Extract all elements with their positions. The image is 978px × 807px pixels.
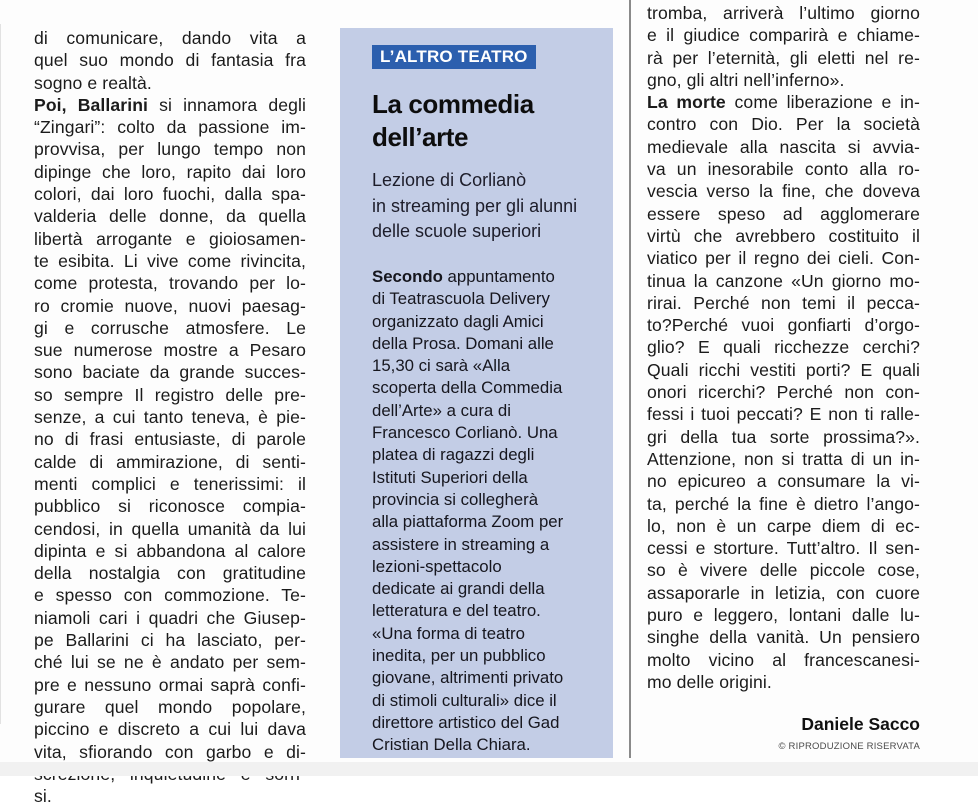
text-line bbox=[647, 314, 920, 336]
line-text: senze, a cui tanto teneva, è pie- bbox=[34, 407, 306, 428]
line-text: lezioni-spettacolo bbox=[372, 556, 502, 576]
line-text: alla piattaforma Zoom per bbox=[372, 512, 564, 532]
text-line bbox=[647, 426, 920, 448]
line-text: valderia delle donne, da quella bbox=[34, 206, 306, 227]
line-text: vescia verso la fine, che doveva bbox=[647, 181, 920, 202]
line-text: Francesco Corlianò. Una bbox=[372, 423, 558, 443]
text-line bbox=[647, 180, 920, 202]
line-text: giovane, altrimenti privato bbox=[372, 668, 564, 688]
line-text: medievale alla nascita si avvia- bbox=[647, 136, 920, 157]
text-line bbox=[372, 377, 612, 399]
text-line bbox=[34, 72, 306, 94]
line-text: dedicate ai grandi della bbox=[372, 579, 545, 599]
line-text: pre e nessuno ormai saprà confi- bbox=[34, 674, 306, 695]
line-text: te esibita. Li vive come rivincita, bbox=[34, 250, 306, 271]
line-text: e spesso con commozione. Te- bbox=[34, 585, 306, 606]
line-text: pe Ballarini ci ha lasciato, per- bbox=[34, 630, 306, 651]
text-line bbox=[34, 518, 306, 540]
line-text: mo delle origini. bbox=[647, 671, 772, 692]
line-text: rà per l’eternità, gli eletti nel re- bbox=[647, 47, 920, 68]
line-text: tromba, arriverà l’ultimo giorno bbox=[647, 3, 920, 23]
line-text: sue numerose mostre a Pesaro bbox=[34, 340, 306, 361]
text-line bbox=[647, 247, 920, 269]
line-text: vita, sfiorando con garbo e di- bbox=[34, 741, 306, 762]
line-text: gi e corrusche atmosfere. Le bbox=[34, 317, 306, 338]
line-text: niamoli cari i quadri che Giusep- bbox=[34, 607, 306, 628]
text-line bbox=[647, 470, 920, 492]
text-line bbox=[34, 741, 306, 763]
line-text: di stimoli culturali» dice il bbox=[372, 690, 557, 710]
line-text: inedita, per un pubblico bbox=[372, 646, 546, 666]
text-line bbox=[647, 91, 920, 113]
line-text: dell’Arte» a cura di bbox=[372, 400, 511, 420]
text-line bbox=[372, 288, 612, 310]
line-text: appuntamento bbox=[442, 267, 555, 286]
line-text: cessi e storture. Tutt’altro. Il sen- bbox=[647, 538, 920, 559]
line-text: glio? E quali ricchezze cerchi? bbox=[647, 337, 920, 358]
line-text: menti complici e tenerissimi: il bbox=[34, 473, 306, 494]
author-signature: Daniele Sacco bbox=[801, 714, 920, 734]
text-line bbox=[647, 336, 920, 358]
text-line bbox=[372, 645, 612, 667]
text-line bbox=[34, 451, 306, 473]
line-text: ta, perché la fine è dietro l’ango- bbox=[647, 493, 920, 514]
text-line bbox=[647, 359, 920, 381]
copyright-notice: © RIPRODUZIONE RISERVATA bbox=[778, 741, 920, 752]
text-line bbox=[34, 27, 306, 49]
text-line bbox=[34, 473, 306, 495]
text-line bbox=[647, 626, 920, 648]
text-line bbox=[34, 540, 306, 562]
text-line bbox=[34, 183, 306, 205]
line-text: viatico per il regno dei cieli. Con- bbox=[647, 248, 920, 269]
line-text: no di frasi entusiaste, di parole bbox=[34, 429, 306, 450]
bold-lead-in: La morte bbox=[647, 92, 726, 113]
line-text: si innamora degli bbox=[148, 94, 306, 115]
line-text: pubblico si riconosce compia- bbox=[34, 496, 306, 517]
text-line bbox=[34, 272, 306, 294]
sidebar-box-l-altro-teatro bbox=[340, 28, 613, 758]
line-text: singhe della vanità. Un pensiero bbox=[647, 627, 920, 648]
line-text: Quali ricchi vestiti porti? E quali bbox=[647, 359, 920, 380]
text-line bbox=[372, 355, 612, 377]
text-line bbox=[34, 317, 306, 339]
text-line bbox=[34, 785, 306, 807]
text-line bbox=[372, 467, 612, 489]
line-text: come protesta, trovando per lo- bbox=[34, 273, 306, 294]
sidebar-body-text bbox=[372, 266, 612, 757]
line-text: scoperta della Commedia bbox=[372, 378, 563, 398]
text-line bbox=[34, 584, 306, 606]
text-line bbox=[34, 384, 306, 406]
right-article-column bbox=[647, 2, 920, 693]
text-line bbox=[372, 311, 612, 333]
text-line bbox=[647, 69, 920, 91]
text-line bbox=[647, 671, 920, 693]
text-line bbox=[647, 158, 920, 180]
line-text: calde di ammirazione, di senti- bbox=[34, 451, 306, 472]
text-line bbox=[647, 559, 920, 581]
text-line bbox=[647, 448, 920, 470]
text-line bbox=[647, 649, 920, 671]
text-line bbox=[647, 136, 920, 158]
line-text: provvisa, per lungo tempo non bbox=[34, 139, 306, 160]
text-line bbox=[647, 24, 920, 46]
line-text: della Prosa. Domani alle bbox=[372, 333, 554, 353]
text-line bbox=[34, 406, 306, 428]
text-line bbox=[34, 228, 306, 250]
text-line bbox=[34, 674, 306, 696]
line-text: so è vivere delle piccole cose, bbox=[647, 560, 920, 581]
text-line bbox=[34, 607, 306, 629]
line-text: gri della tua sorte prossima?». bbox=[647, 426, 920, 447]
text-line bbox=[372, 734, 612, 756]
subhead-line: in streaming per gli alunni bbox=[372, 195, 578, 216]
text-line bbox=[647, 47, 920, 69]
line-text: piccino e discreto a cui lui dava bbox=[34, 719, 306, 740]
line-text: provincia si collegherà bbox=[372, 489, 539, 509]
line-text: assaporarle in letizia, con cuore bbox=[647, 582, 920, 603]
line-text: quel suo mondo di fantasia fra bbox=[34, 50, 306, 71]
line-text: virtù che avrebbero costituito il bbox=[647, 225, 920, 246]
line-text: Cristian Della Chiara. bbox=[372, 735, 531, 755]
text-line bbox=[34, 428, 306, 450]
line-text: puro e leggero, lontani dalle lu- bbox=[647, 605, 920, 626]
line-text: organizzato dagli Amici bbox=[372, 311, 544, 331]
text-line bbox=[647, 113, 920, 135]
headline-line: dell’arte bbox=[372, 122, 469, 152]
text-line bbox=[647, 292, 920, 314]
text-line bbox=[34, 629, 306, 651]
text-line bbox=[372, 266, 612, 288]
text-line bbox=[372, 489, 612, 511]
bold-lead-in: Poi, Ballarini bbox=[34, 94, 149, 115]
line-text: Istituti Superiori della bbox=[372, 467, 528, 487]
line-text: sogno e realtà. bbox=[34, 72, 152, 93]
line-text: contro con Dio. Per la società bbox=[647, 114, 920, 135]
line-text: fessi i tuoi peccati? E non ti ralle- bbox=[647, 404, 920, 425]
section-tag: L’ALTRO TEATRO bbox=[372, 45, 536, 69]
line-text: cendosi, in quella umanità da lui bbox=[34, 518, 306, 539]
line-text: della nostalgia con gratitudine bbox=[34, 563, 306, 584]
text-line bbox=[34, 250, 306, 272]
text-line bbox=[34, 116, 306, 138]
text-line bbox=[34, 295, 306, 317]
page-left-edge bbox=[0, 24, 5, 724]
text-line bbox=[34, 718, 306, 740]
text-line bbox=[372, 600, 612, 622]
text-line bbox=[647, 604, 920, 626]
line-text: assistere in streaming a bbox=[372, 534, 550, 554]
text-line bbox=[372, 556, 612, 578]
text-line bbox=[372, 333, 612, 355]
text-line bbox=[372, 712, 612, 734]
line-text: essere speso ad agglomerare bbox=[647, 203, 920, 224]
line-text: molto vicino al francescanesi- bbox=[647, 649, 920, 670]
text-line bbox=[647, 537, 920, 559]
subhead-line: delle scuole superiori bbox=[372, 221, 542, 241]
sidebar-headline bbox=[372, 88, 602, 154]
line-text: dipinta e si abbandona al calore bbox=[34, 540, 306, 561]
line-text: «Una forma di teatro bbox=[372, 623, 525, 643]
line-text: e il giudice comparirà e chiame- bbox=[647, 25, 920, 46]
line-text: gurare quel mondo popolare, bbox=[34, 696, 306, 717]
left-article-column bbox=[34, 27, 306, 807]
text-line bbox=[372, 690, 612, 712]
text-line bbox=[647, 515, 920, 537]
text-line bbox=[372, 534, 612, 556]
line-text: libertà arrogante e gioiosamen- bbox=[34, 228, 306, 249]
line-text: so sempre Il registro delle pre- bbox=[34, 384, 306, 405]
text-line bbox=[34, 562, 306, 584]
text-line bbox=[372, 422, 612, 444]
headline-line: La commedia bbox=[372, 89, 534, 119]
text-line bbox=[647, 582, 920, 604]
text-line bbox=[372, 511, 612, 533]
text-line bbox=[34, 339, 306, 361]
line-text: to?Perché vuoi gonfiarti d’orgo- bbox=[647, 315, 920, 336]
text-line bbox=[34, 205, 306, 227]
text-line bbox=[34, 49, 306, 71]
line-text: ro cromie nuove, nuovi paesag- bbox=[34, 295, 306, 316]
text-line bbox=[372, 667, 612, 689]
line-text: di Teatrascuola Delivery bbox=[372, 289, 550, 309]
line-text: no epicureo a consumare la vi- bbox=[647, 471, 920, 492]
text-line bbox=[34, 361, 306, 383]
line-text: gno, gli altri nell’inferno». bbox=[647, 69, 845, 90]
text-line bbox=[34, 696, 306, 718]
text-line bbox=[34, 138, 306, 160]
sidebar-subheadline bbox=[372, 168, 612, 245]
line-text: platea di ragazzi degli bbox=[372, 445, 535, 465]
subhead-line: Lezione di Corlianò bbox=[372, 170, 527, 190]
line-text: lo, non è un carpe diem di ec- bbox=[647, 515, 920, 536]
text-line bbox=[372, 444, 612, 466]
text-line bbox=[34, 495, 306, 517]
line-text: va un inesorabile conto alla ro- bbox=[647, 159, 920, 180]
bold-lead-in: Secondo bbox=[372, 267, 443, 286]
text-line bbox=[647, 270, 920, 292]
line-text: direttore artistico del Gad bbox=[372, 712, 560, 732]
text-line bbox=[647, 225, 920, 247]
text-line bbox=[647, 203, 920, 225]
text-line bbox=[647, 493, 920, 515]
line-text: Attenzione, non si tratta di un in- bbox=[647, 448, 920, 469]
line-text: onori ricerchi? Perché non con- bbox=[647, 382, 920, 403]
line-text: sono baciate da grande succes- bbox=[34, 362, 306, 383]
text-line bbox=[647, 381, 920, 403]
line-text: “Zingari”: colto da passione im- bbox=[34, 117, 306, 138]
line-text: colori, dai loro fuochi, dalla spa- bbox=[34, 184, 306, 205]
line-text: di comunicare, dando vita a bbox=[34, 28, 306, 48]
bottom-margin-strip bbox=[0, 762, 978, 776]
text-line bbox=[34, 94, 306, 116]
text-line bbox=[34, 651, 306, 673]
column-divider bbox=[629, 0, 631, 758]
text-line bbox=[372, 623, 612, 645]
line-text: 15,30 ci sarà «Alla bbox=[372, 356, 511, 376]
line-text: letteratura e del teatro. bbox=[372, 601, 541, 621]
text-line bbox=[372, 578, 612, 600]
line-text: si. bbox=[34, 786, 52, 807]
line-text: dipinge che loro, rapito dai loro bbox=[34, 161, 306, 182]
line-text: ché lui se ne è andato per sem- bbox=[34, 652, 306, 673]
line-text: rirai. Perché non temi il pecca- bbox=[647, 292, 920, 313]
line-text: come liberazione e in- bbox=[725, 92, 920, 113]
text-line bbox=[372, 400, 612, 422]
line-text: tinua la canzone «Un giorno mo- bbox=[647, 270, 920, 291]
text-line bbox=[647, 403, 920, 425]
text-line bbox=[34, 161, 306, 183]
text-line bbox=[647, 2, 920, 24]
